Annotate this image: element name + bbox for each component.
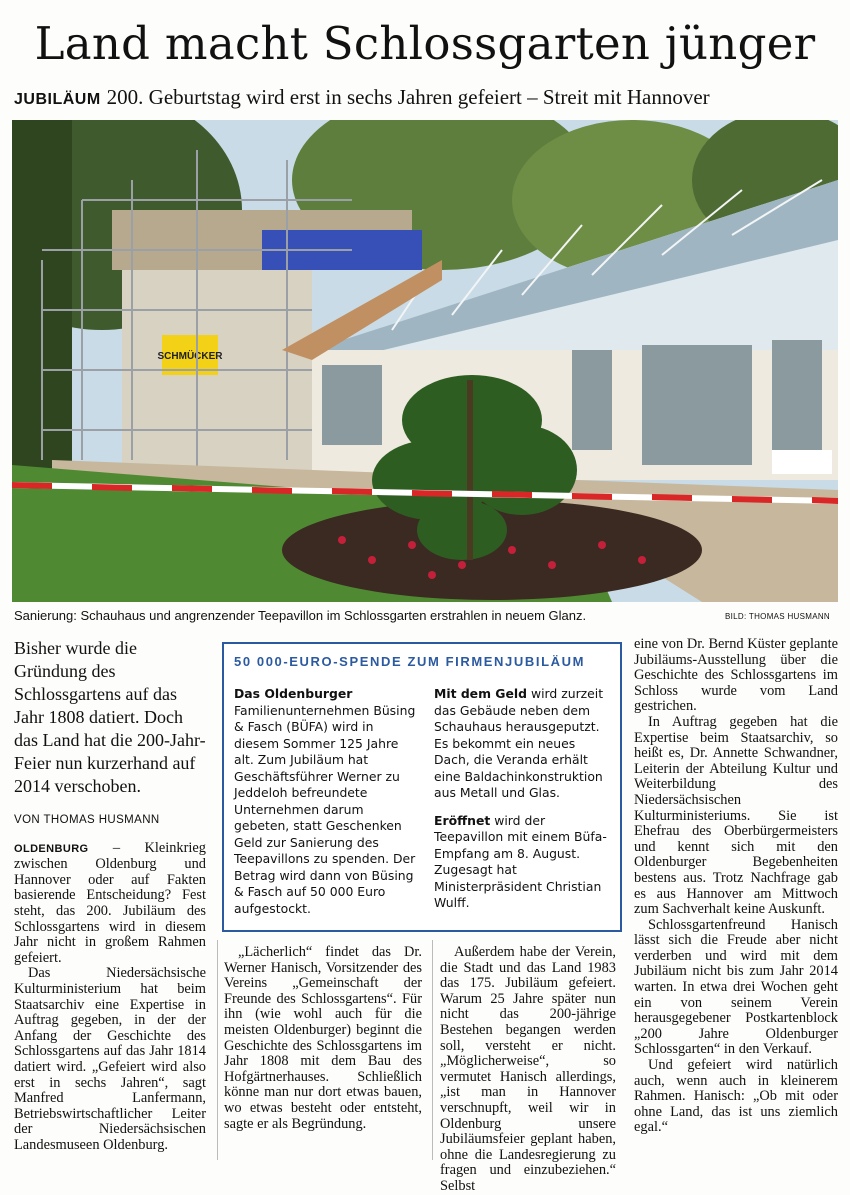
caption-text: Sanierung: Schauhaus und angrenzender Teepavillon im Schlossgarten erstrahlen in neuem Glanz. xyxy=(14,608,587,623)
subheadline-text: 200. Geburtstag wird erst in sechs Jahren gefeiert – Streit mit Hannover xyxy=(106,85,710,109)
article-photo xyxy=(12,120,838,602)
subheadline xyxy=(14,82,844,115)
column-3 xyxy=(440,945,616,1195)
photo-caption xyxy=(14,604,844,628)
photo-credit: BILD: THOMAS HUSMANN xyxy=(725,612,830,621)
paragraph-6: In Auftrag gegeben hat die Expertise beim Staatsarchiv, so heißt es, Dr. Annette Schwandner, Leiterin der Abteilung Kultur und Weiterbildung des Niedersächsischen Kulturministeriums. Sie ist Ehefrau des Oberbürgermeisters und kennt sich mit den Oldenburger Begebenheiten bestens aus. Trotz Nachfrage gab es aus Hannover am Mittwoch zum Sachverhalt keine Auskunft. xyxy=(634,713,838,918)
byline: VON THOMAS HUSMANN xyxy=(14,814,160,826)
paragraph-4: Außerdem habe der Verein, die Stadt und das Land 1983 das 175. Jubiläum gefeiert. Warum 25 Jahre später nun nicht das 200-jährige Bestehen begangen werden soll, versteht er nicht. „Möglicherweise“, so vermutet Hanisch allerdings, „ist man in Hannover verschnupft, weil wir in Oldenburg unsere Jubiläumsfeier geplant haben, ohne die Landesregierung zu fragen und einzubeziehen.“ Selbst xyxy=(440,944,616,1194)
scaffold-sign: SCHMÜCKER xyxy=(157,351,223,362)
info-box-title: 50 000-EURO-SPENDE ZUM FIRMENJUBILÄUM xyxy=(234,654,586,669)
column-4 xyxy=(634,637,838,1136)
kicker: JUBILÄUM xyxy=(14,91,101,108)
paragraph-5: eine von Dr. Bernd Küster geplante Jubiläums-Ausstellung über die Geschichte des Schlossgartens im Schloss wurde vom Land gestrichen. xyxy=(634,636,838,715)
headline: Land macht Schlossgarten jünger xyxy=(34,17,816,70)
paragraph-1: OLDENBURG – Kleinkrieg zwischen Oldenburg und Hannover oder auf Fakten basierende Entscheidung? Fest steht, das 200. Jubiläum des Schlossgartens wird in diesem Jahr nicht in großem Rahmen gefeiert. xyxy=(14,839,206,966)
paragraph-7: Schlossgartenfreund Hanisch lässt sich die Freude aber nicht verderben und wird mit dem Jubiläum nicht bis zum Jahr 2014 warten. In etwa drei Wochen geht ein von seinem Verein herausgegebener Postkartenblock „200 Jahre Oldenburger Schlossgarten“ in den Verkauf. xyxy=(634,916,838,1058)
info-box-column-2 xyxy=(434,686,614,923)
info-box-column-1 xyxy=(234,686,419,928)
info-box-paragraph-3: Eröffnet wird der Teepavillon mit einem Büfa-Empfang am 8. August. Zugesagt hat Ministerpräsident Christian Wulff. xyxy=(434,812,607,910)
paragraph-8: Und gefeiert wird natürlich auch, wenn auch in kleinerem Rahmen. Hanisch: „Ob mit oder ohne Land, das ist uns ziemlich egal.“ xyxy=(634,1057,838,1136)
lead-paragraph: Bisher wurde die Gründung des Schlossgartens auf das Jahr 1808 datiert. Doch das Land hat die 200-Jahr-Feier nun kurzerhand auf 2014 verschoben. xyxy=(14,638,206,796)
info-box xyxy=(222,642,622,932)
paragraph-3: „Lächerlich“ findet das Dr. Werner Hanisch, Vorsitzender des Vereins „Gemeinschaft der Freunde des Schlossgartens“. Für ihn (wie wohl auch für die meisten Oldenburger) beginnt die Geschichte des Schlossgartens im Jahr 1808 mit dem Bau des Hofgärtnerhauses. Schließlich könne man nur dort etwas bauen, wo etwas besteht oder entsteht, sagte er als Begründung. xyxy=(224,944,422,1132)
column-rule xyxy=(217,940,218,1160)
paragraph-2: Das Niedersächsische Kulturministerium hat beim Staatsarchiv eine Expertise in Auftrag gegeben, in der der Anfang der Geschichte des Schlossgartens auf das Jahr 1814 datiert wird. „Gefeiert wird also erst in sechs Jahren“, sagt Manfred Lanfermann, Betriebswirtschaftlicher Leiter der Niedersächsischen Landesmuseen Oldenburg. xyxy=(14,965,206,1153)
column-rule xyxy=(432,940,433,1160)
column-2 xyxy=(224,945,422,1132)
column-1 xyxy=(14,637,206,1153)
info-box-paragraph-2: Mit dem Geld wird zurzeit das Gebäude neben dem Schauhaus herausgeputzt. Es bekommt ein neues Dach, die Veranda erhält eine Baldachinkonstruktion aus Metall und Glas. xyxy=(434,686,604,800)
info-box-paragraph-1: Das Oldenburger Familienunternehmen Büsing & Fasch (BÜFA) wird in diesem Sommer 125 Jahre alt. Zum Jubiläum hat Geschäftsführer Werner zu Jeddeloh befreundete Unternehmen darum gebeten, statt Geschenken Geld zur Sanierung des Teepavillons zu spenden. Der Betrag wird dann von Büsing & Fasch auf 50 000 Euro aufgestockt. xyxy=(234,686,416,916)
dateline: OLDENBURG xyxy=(14,842,89,855)
